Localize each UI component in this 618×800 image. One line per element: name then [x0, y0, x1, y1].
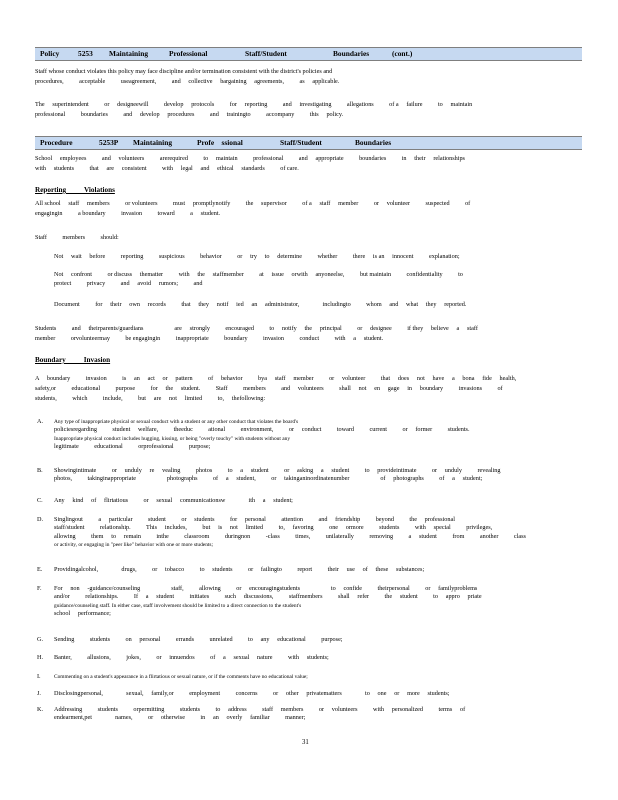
- policy-label: Policy: [40, 49, 60, 58]
- paragraph-line: engagingin a boundary invasion toward a student.: [35, 210, 221, 217]
- section-heading-reporting: Reporting Violations: [35, 186, 115, 194]
- list-item-line: Banter, allusions, jokes, or innuendos of a sexual nature with students;: [54, 654, 329, 661]
- bullet-line: Not confront or discuss thematter with the staffmember at issue orwith anyoneelse, but maintain confidentiality to: [54, 271, 463, 278]
- paragraph-line: Staff whose conduct violates this policy may face discipline and/or termination consistent with the district's policies and: [35, 68, 333, 75]
- policy-title-word: Maintaining: [109, 49, 149, 58]
- policy-title-cont: (cont.): [392, 49, 413, 58]
- bullet-line: Document for their own records that they notif ied an administrator, includingto whom and what they reported.: [54, 301, 467, 308]
- paragraph-line: All school staff members or volunteers must promptlynotify the supervisor of a staff member or volunteer suspected of: [35, 200, 471, 207]
- list-item-letter: J.: [37, 690, 41, 697]
- list-item-line: staff/student relationship. This includes, but is not limited to, favoring one ormore students with special privileges,: [54, 524, 493, 532]
- paragraph-line: A boundary invasion is an act or pattern of behavior bya staff member or volunteer that does not have a bona fide health,: [35, 375, 517, 382]
- procedure-title-word: Staff/Student: [280, 138, 322, 147]
- procedure-header-bar: [35, 136, 582, 150]
- list-item-line: legitimate educational orprofessional purpose;: [54, 443, 211, 451]
- list-item-letter: I.: [37, 673, 41, 680]
- list-item-line: For non -guidance/counseling staff, allowing or encouragingstudents to confide theirpersonal or familyproblems: [54, 585, 478, 592]
- list-item-line: Providingalcohol, drugs, or tobacco to students or failingto report their use of these substances;: [54, 566, 425, 573]
- list-item-line: endearment,pet names, or otherwise in an overly familiar manner;: [54, 714, 306, 722]
- policy-number: 5253: [78, 49, 93, 58]
- list-item-line: Addressing students orpermitting students to address staff members or volunteers with personalized terms of: [54, 706, 466, 713]
- list-item-letter: D.: [37, 516, 44, 523]
- policy-title-word: Boundaries: [333, 49, 370, 58]
- list-item-line: Commenting on a student's appearance in a flirtatious or sexual nature, or if the comments have no educational value;: [54, 674, 308, 680]
- section-heading-boundary: Boundary Invasion: [35, 356, 111, 364]
- paragraph-line: students, which include, but are not limited to, thefollowing:: [35, 395, 266, 402]
- list-item-line: Any type of inappropriate physical or sexual conduct with a student or any other conduct that violates the board's: [54, 419, 299, 425]
- paragraph-line: with students that are consistent with legal and ethical standards of care.: [35, 165, 299, 172]
- list-item-line: Disclosingpersonal, sexual, family,or employment concerns or other privatematters to one or more students;: [54, 690, 450, 697]
- paragraph-line: Staff members should:: [35, 234, 119, 241]
- policy-title-word: Professional: [169, 49, 208, 58]
- procedure-title-word: Boundaries: [355, 138, 392, 147]
- policy-title-word: Staff/Student: [245, 49, 287, 58]
- list-item-line: or activity, or engaging in "peer like" behavior with one or more students;: [54, 542, 213, 549]
- procedure-number: 5253P: [99, 138, 119, 147]
- list-item-line: allowing them to remain inthe classroom duringnon -class times, unilaterally removing a student from another class: [54, 532, 526, 540]
- list-item-letter: H.: [37, 654, 44, 661]
- paragraph-line: Students and theirparents/guardians are strongly encouraged to notify the principal or designee if they believe a staff: [35, 325, 478, 332]
- list-item-line: Any kind of flirtatious or sexual communicationsw ith a student;: [54, 497, 293, 504]
- list-item-letter: B.: [37, 467, 43, 474]
- paragraph-line: procedures, acceptable useagreement, and collective bargaining agreements, as applicable.: [35, 78, 340, 85]
- list-item-line: Inappropriate physical conduct includes hugging, kissing, or being "overly touchy" with students without any: [54, 435, 291, 442]
- list-item-letter: A.: [37, 418, 44, 425]
- paragraph-line: School employees and volunteers arerequired to maintain professional and appropriate boundaries in their relationships: [35, 155, 465, 162]
- list-item-letter: F.: [37, 585, 42, 592]
- bullet-line: protect privacy and avoid rumors; and: [54, 280, 203, 287]
- list-item-line: policiesregarding student welfare, theeduc ational environment, or conduct toward current or former students.: [54, 426, 470, 434]
- list-item-letter: G.: [37, 636, 44, 643]
- paragraph-line: member orvolunteermay be engagingin inappropriate boundary invasion conduct with a student.: [35, 335, 384, 342]
- page-number: 31: [302, 739, 309, 746]
- list-item-line: Showingintimate or unduly re vealing photos to a student or asking a student to provideintimate or unduly revealing: [54, 467, 501, 474]
- list-item-line: photos, takinginappropriate photographs of a student, or takinganinordinatenumber of photographs of a student;: [54, 475, 483, 483]
- bullet-line: Not wait before reporting suspicious behavior or try to determine whether there is an innocent explanation;: [54, 253, 460, 260]
- list-item-letter: C.: [37, 497, 43, 504]
- procedure-title-word: Maintaining: [133, 138, 173, 147]
- paragraph-line: The superintendent or designeewill develop protocols for reporting and investigating allegations of a failure to maintain: [35, 101, 473, 108]
- list-item-line: and/or relationships. If a student initiates such discussions, staffmembers shall refer the student to appro priate: [54, 593, 482, 601]
- list-item-line: Singlingout a particular student or students for personal attention and friendship beyond the professional: [54, 516, 455, 523]
- list-item-line: Sending students on personal errands unrelated to any educational purpose;: [54, 636, 343, 643]
- procedure-label: Procedure: [40, 138, 73, 147]
- list-item-line: guidance/counseling staff. In either case, staff involvement should be limited to a direct connection to the student's: [54, 602, 302, 609]
- paragraph-line: safety,or educational purpose for the student. Staff members and volunteers shall not en gage in boundary invasions of: [35, 385, 503, 392]
- policy-header-bar: [35, 47, 582, 61]
- list-item-letter: E.: [37, 566, 43, 573]
- paragraph-line: professional boundaries and develop procedures and trainingto accompany this policy.: [35, 111, 344, 118]
- list-item-letter: K.: [37, 706, 44, 713]
- procedure-title-word: Profe ssional: [197, 138, 243, 147]
- list-item-line: school performance;: [54, 610, 111, 618]
